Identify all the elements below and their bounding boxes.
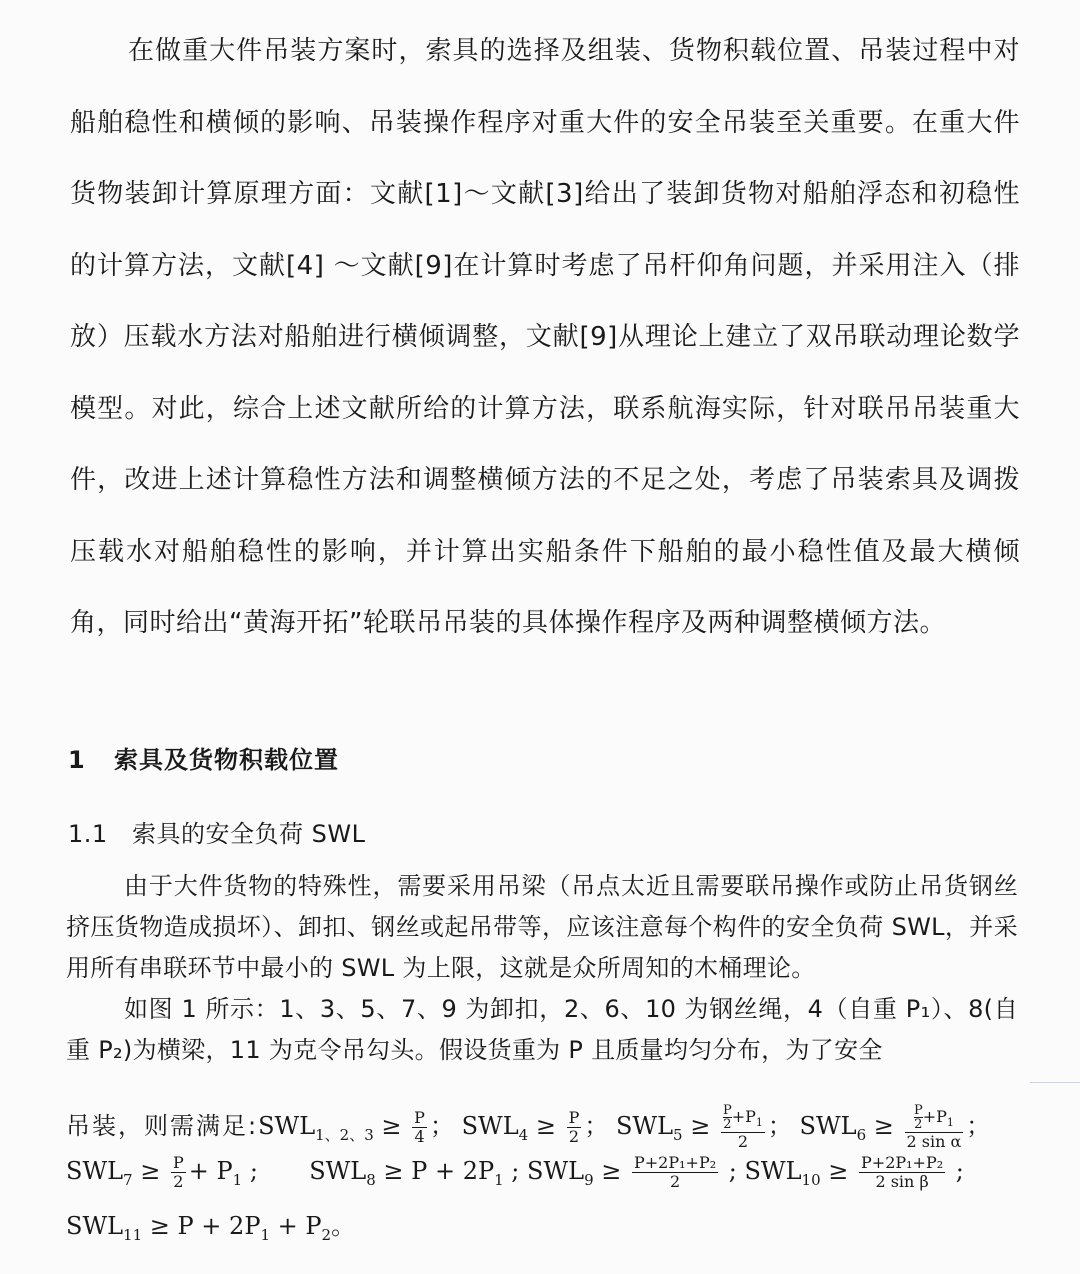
frac-den: 2 sin β: [875, 1172, 929, 1191]
separator: ;: [242, 1157, 258, 1185]
subsection-title: 索具的安全负荷 SWL: [132, 820, 366, 848]
ge-sign: ≥: [383, 1157, 404, 1185]
nested-den: 2: [723, 1117, 732, 1132]
fraction-p-over-2: [567, 1109, 582, 1146]
separator: ；: [767, 1112, 792, 1141]
swl-6-label: SWL: [799, 1112, 857, 1141]
separator: ;: [721, 1157, 737, 1185]
nested-num: P: [722, 1103, 732, 1118]
formula-line-1: [66, 1104, 1026, 1151]
swl-11-rhs: P + 2P: [177, 1212, 261, 1240]
swl-8-rhs: P + 2P: [411, 1157, 495, 1185]
nested-fraction: [723, 1104, 732, 1131]
swl-10-label: SWL: [744, 1157, 802, 1185]
fraction-p-over-2: [171, 1154, 186, 1191]
formula-line-2: [66, 1154, 1026, 1191]
body-paragraph-1: 由于大件货物的特殊性，需要采用吊梁（吊点太近且需要联吊操作或防止吊货钢丝挤压货物造成损坏）、卸扣、钢丝或起吊带等，应该注意每个构件的安全负荷 SWL，并采用所有串联环节中最小的 SWL 为上限，这就是众所周知的木桶理论。: [66, 872, 1018, 982]
fraction-swl6: [905, 1104, 964, 1151]
separator: ；: [429, 1112, 454, 1141]
subsection-heading-1-1: [68, 814, 365, 849]
swl-11-sub: 11: [123, 1225, 143, 1244]
section-number: 1: [68, 746, 86, 774]
separator: ;: [503, 1157, 520, 1185]
fraction-swl10: [859, 1154, 945, 1191]
swl-1-2-3-sub: 1、2、3: [315, 1125, 374, 1144]
section-title: 索具及货物积载位置: [114, 746, 339, 774]
plus-p2: + P: [270, 1212, 322, 1240]
nested-fraction: [914, 1104, 923, 1131]
frac-den: 2: [669, 1172, 681, 1191]
plus-p: +P: [922, 1107, 947, 1126]
ge-sign: ≥: [140, 1157, 161, 1185]
swl-9-label: SWL: [527, 1157, 585, 1185]
section-heading-1: [68, 740, 339, 775]
swl-4-sub: 4: [518, 1125, 529, 1144]
frac-num: P: [414, 1108, 425, 1128]
nested-den: 2: [914, 1117, 923, 1132]
swl-1-2-3-label: SWL: [258, 1112, 316, 1141]
formula-lead: 吊装，则需满足:: [66, 1112, 259, 1141]
intro-section: [70, 16, 1020, 660]
p1-sub: 1: [232, 1170, 243, 1189]
swl-9-sub: 9: [584, 1170, 594, 1189]
frac-num: P+2P₁+P₂: [634, 1153, 717, 1172]
frac-num: P: [172, 1153, 184, 1172]
frac-den: 2: [568, 1127, 580, 1147]
swl-7-label: SWL: [66, 1157, 124, 1185]
ge-sign: ≥: [690, 1112, 711, 1141]
frac-den: 4: [414, 1127, 425, 1147]
swl-4-label: SWL: [461, 1112, 519, 1141]
plus-p1: + P: [188, 1157, 233, 1185]
intro-paragraph: 在做重大件吊装方案时，索具的选择及组装、货物积载位置、吊装过程中对船舶稳性和横倾的影响、吊装操作程序对重大件的安全吊装至关重要。在重大件货物装卸计算原理方面：文献[1]～文献[3]给出了装卸货物对船舶浮态和初稳性的计算方法，文献[4] ～文献[9]在计算时考虑了吊杆仰角问题，并采用注入（排放）压载水方法对船舶进行横倾调整，文献[9]从理论上建立了双吊联动理论数学模型。对此，综合上述文献所给的计算方法，联系航海实际，针对联吊吊装重大件，改进上述计算稳性方法和调整横倾方法的不足之处，考虑了吊装索具及调拨压载水对船舶稳性的影响，并计算出实船条件下船舶的最小稳性值及最大横倾角，同时给出“黄海开拓”轮联吊吊装的具体操作程序及两种调整横倾方法。: [70, 36, 1020, 638]
frac-num: [905, 1104, 964, 1133]
subsection-number: 1.1: [68, 820, 108, 848]
p1-sub: 1: [494, 1170, 504, 1189]
separator: ；: [584, 1112, 609, 1141]
ge-sign: ≥: [601, 1157, 622, 1185]
swl-10-sub: 10: [801, 1170, 821, 1189]
ge-sign: ≥: [535, 1112, 556, 1141]
ge-sign: ≥: [873, 1112, 894, 1141]
swl-5-label: SWL: [615, 1112, 674, 1141]
p2-sub: 2: [321, 1225, 332, 1244]
period: 。: [331, 1212, 358, 1240]
frac-num: [721, 1104, 765, 1133]
fraction-swl5: [721, 1104, 765, 1151]
ge-sign: ≥: [381, 1112, 402, 1141]
swl-7-sub: 7: [123, 1170, 133, 1189]
subsection-body: [66, 866, 1018, 1071]
p-sub: 1: [946, 1116, 954, 1130]
swl-5-sub: 5: [673, 1125, 683, 1144]
fraction-p-over-4: [412, 1109, 427, 1146]
frac-den: 2 sin α: [906, 1132, 962, 1152]
swl-8-sub: 8: [366, 1170, 376, 1189]
formula-line-3: [66, 1206, 1026, 1244]
swl-11-label: SWL: [66, 1212, 124, 1240]
separator: ;: [948, 1157, 964, 1185]
nested-num: P: [913, 1103, 923, 1118]
body-paragraph-2: 如图 1 所示：1、3、5、7、9 为卸扣，2、6、10 为钢丝绳，4（自重 P₁）、8(自重 P₂)为横梁，11 为克令吊勾头。假设货重为 P 且质量均匀分布，为了安全: [66, 995, 1018, 1064]
ge-sign: ≥: [149, 1212, 170, 1240]
separator: ；: [966, 1112, 991, 1141]
frac-num: P+2P₁+P₂: [861, 1153, 944, 1172]
ge-sign: ≥: [828, 1157, 849, 1185]
p1-sub: 1: [260, 1225, 271, 1244]
p-sub: 1: [755, 1116, 763, 1130]
frac-den: 2: [737, 1132, 748, 1152]
frac-den: 2: [173, 1172, 184, 1191]
fraction-swl9: [632, 1154, 718, 1191]
frac-num: P: [568, 1108, 580, 1128]
swl-8-label: SWL: [309, 1157, 367, 1185]
plus-p: +P: [731, 1107, 756, 1126]
edge-mark: [1030, 1082, 1080, 1083]
swl-6-sub: 6: [856, 1125, 867, 1144]
